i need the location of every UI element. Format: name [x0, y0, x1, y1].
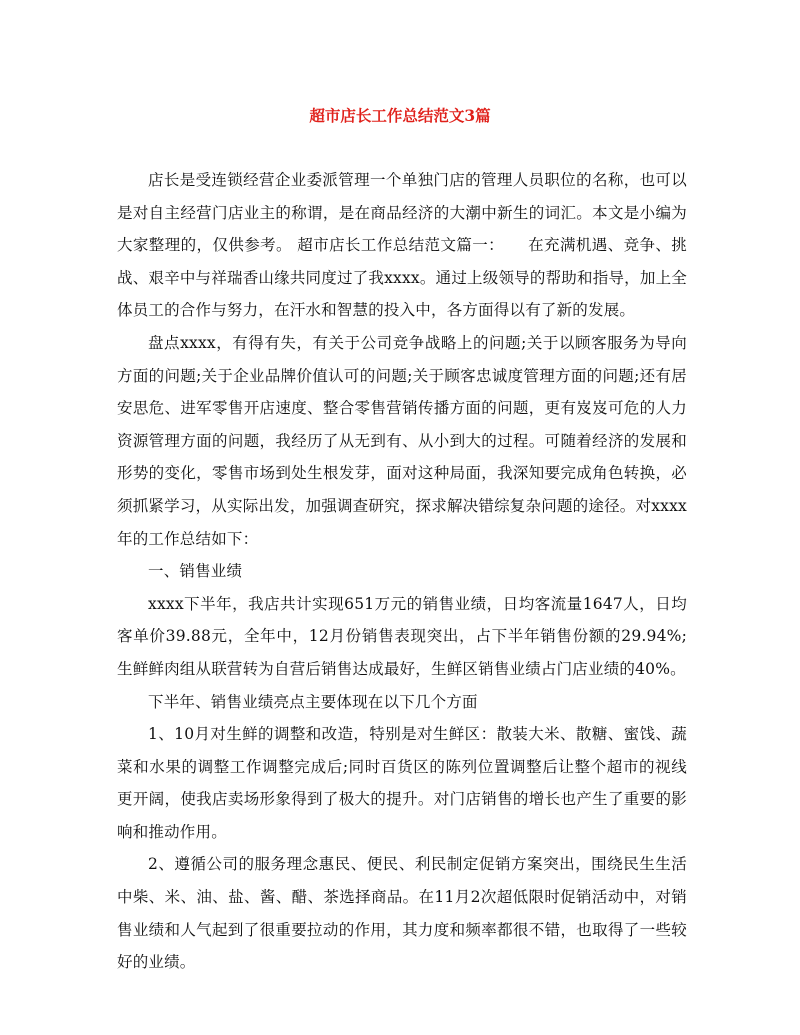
- paragraph-sales-figures: xxxx下半年，我店共计实现651万元的销售业绩，日均客流量1647人，日均客单价39.88元，全年中，12月份销售表现突出，占下半年销售份额的29.94%;生鲜鲜肉组从联营转为自营后销售达成最好，生鲜区销售业绩占门店业绩的40%。: [117, 594, 687, 678]
- document-body: [117, 164, 687, 979]
- section-heading-sales: 一、销售业绩: [148, 562, 243, 581]
- paragraph-review: 盘点xxxx，有得有失，有关于公司竞争战略上的问题;关于以顾客服务为导向方面的问题;关于企业品牌价值认可的问题;关于顾客忠诚度管理方面的问题;还有居安思危、进军零售开店速度、整合零售营销传播方面的问题，更有岌岌可危的人力资源管理方面的问题，我经历了从无到有、从小到大的过程。可随着经济的发展和形势的变化，零售市场到处生根发芽，面对这种局面，我深知要完成角色转换，必须抓紧学习，从实际出发，加强调查研究，探求解决错综复杂问题的途径。对xxxx年的工作总结如下：: [117, 333, 687, 548]
- document-title: 超市店长工作总结范文3篇: [309, 106, 491, 125]
- paragraph-intro: 店长是受连锁经营企业委派管理一个单独门店的管理人员职位的名称，也可以是对自主经营门店业主的称谓，是在商品经济的大潮中新生的词汇。本文是小编为大家整理的，仅供参考。 超市店长工作总结范文篇一： 在充满机遇、竞争、挑战、艰辛中与祥瑞香山缘共同度过了我xxxx。通过上级领导的帮助和指导，加上全体员工的合作与努力，在汗水和智慧的投入中，各方面得以有了新的发展。: [117, 171, 687, 320]
- paragraph-highlight-2: 2、遵循公司的服务理念惠民、便民、利民制定促销方案突出，围绕民生生活中柴、米、油、盐、酱、醋、茶选择商品。在11月2次超低限时促销活动中，对销售业绩和人气起到了很重要拉动的作用，其力度和频率都很不错，也取得了一些较好的业绩。: [117, 855, 687, 972]
- paragraph-highlights-intro: 下半年、销售业绩亮点主要体现在以下几个方面: [148, 692, 478, 711]
- paragraph-highlight-1: 1、10月对生鲜的调整和改造，特别是对生鲜区：散装大米、散糖、蜜饯、蔬菜和水果的调整工作调整完成后;同时百货区的陈列位置调整后让整个超市的视线更开阔，使我店卖场形象得到了极大的提升。对门店销售的增长也产生了重要的影响和推动作用。: [117, 725, 687, 841]
